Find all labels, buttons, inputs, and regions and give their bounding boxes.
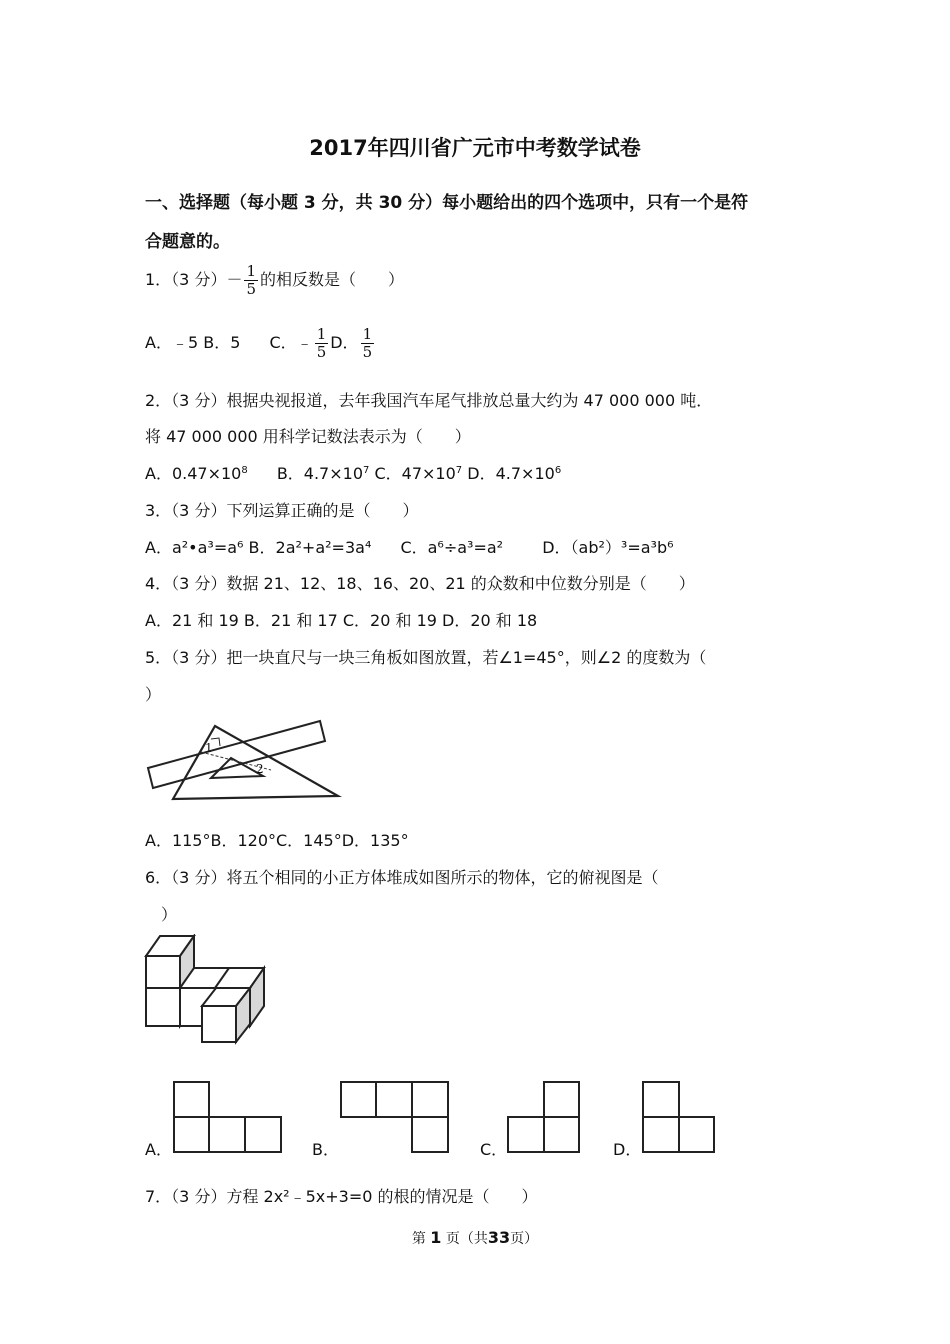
question-6-line2: ） (145, 905, 178, 924)
question-2-line2: 将 47 000 000 用科学记数法表示为（ ） (145, 427, 471, 446)
q6-option-c-label: C． (480, 1140, 508, 1159)
q6-option-c-figure (506, 1080, 582, 1154)
q2-option-a: A．$0.47\times 10^8$ (145, 464, 248, 483)
angle-1-label: 1 (205, 741, 213, 755)
angle-2-label: 2 (256, 762, 264, 776)
q1-option-d: D． (330, 333, 359, 352)
section-heading-line1: 一、选择题（每小题 3 分，共 30 分）每小题给出的四个选项中，只有一个是符 (145, 193, 749, 213)
q2-option-c: C．$47\times 10^7$ (374, 464, 463, 483)
question-1-stem (145, 263, 404, 298)
question-5-line1: 5．（3 分）把一块直尺与一块三角板如图放置，若∠1=45°，则∠2 的度数为（ (145, 648, 707, 667)
q1-fraction: $\frac{1}{5}$ (246, 262, 256, 298)
question-2-options (145, 461, 561, 484)
question-5-line2: ） (145, 685, 162, 704)
q2-option-b: B．$4.7\times 10^7$ (276, 464, 370, 483)
page-number: 1 (430, 1228, 442, 1247)
q6-option-a-figure (172, 1080, 284, 1154)
ruler-triangle-figure (145, 716, 345, 802)
q1-option-b: B．5 (203, 333, 241, 352)
q1-option-a: A．﹣5 (145, 333, 199, 352)
q2-option-d: D．$4.7\times 10^6$ (467, 464, 562, 483)
q6-option-b-figure (339, 1080, 451, 1154)
q6-option-d-figure (641, 1080, 717, 1154)
page-footer: 第 1 页（共33页） (411, 1228, 539, 1247)
question-2-line1: 2．（3 分）根据央视报道，去年我国汽车尾气排放总量大约为 47 000 000 吨． (145, 391, 713, 410)
question-5-options: A．115°B．120°C．145°D．135° (145, 831, 409, 850)
q1-prefix: 1．（3 分）－ (145, 270, 243, 289)
question-3-options (145, 535, 674, 558)
question-4-stem: 4．（3 分）数据 21、12、18、16、20、21 的众数和中位数分别是（ ） (145, 574, 695, 593)
q6-option-a-label: A． (145, 1140, 172, 1159)
question-7-stem: 7．（3 分）方程 2x²﹣5x+3=0 的根的情况是（ ） (145, 1187, 538, 1206)
cube-stack-figure (144, 934, 270, 1046)
q1-suffix: 的相反数是（ ） (260, 270, 405, 289)
q1-option-c-fraction: $\frac{1}{5}$ (316, 325, 327, 361)
q6-option-d-label: D． (613, 1140, 642, 1159)
q3-option-c: C．a⁶÷a³=a² (400, 538, 504, 557)
q3-option-b: B．2a²+a²=3a⁴ (248, 538, 372, 557)
q1-option-c: C．﹣ (269, 333, 313, 352)
page-title: 2017年四川省广元市中考数学试卷 (309, 136, 641, 160)
q3-option-a: A．a²•a³=a⁶ (145, 538, 244, 557)
question-4-options: A．21 和 19 B．21 和 17 C．20 和 19 D．20 和 18 (145, 611, 538, 630)
q3-option-d: D．（ab²）³=a³b⁶ (542, 538, 674, 557)
q1-option-d-fraction: $\frac{1}{5}$ (362, 325, 373, 361)
question-1-options (145, 326, 376, 361)
question-3-stem: 3．（3 分）下列运算正确的是（ ） (145, 501, 419, 520)
section-heading-line2: 合题意的。 (145, 232, 230, 252)
q6-option-b-label: B． (312, 1140, 339, 1159)
question-6-line1: 6．（3 分）将五个相同的小正方体堆成如图所示的物体，它的俯视图是（ (145, 868, 659, 887)
total-pages: 33 (487, 1228, 511, 1247)
